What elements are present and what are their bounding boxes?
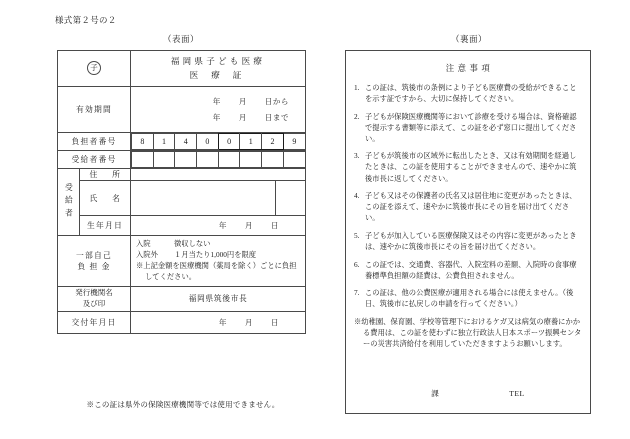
payer-digit-6: 1 — [240, 133, 262, 149]
issue-date-value-cell[interactable] — [131, 311, 306, 333]
address-label: 住 所 — [89, 169, 124, 179]
note-number: 7. — [354, 288, 360, 298]
recipient-number-label-cell — [58, 150, 131, 168]
payer-number-label: 負担者番号 — [71, 136, 117, 146]
payer-digit-1: 8 — [132, 133, 154, 149]
issuer-label-line2: 及び印 — [82, 298, 106, 308]
validity-from — [131, 96, 305, 112]
payer-number-label-cell — [58, 132, 131, 150]
birthdate-value-cell[interactable] — [131, 216, 306, 236]
note-text: 子ども又はその保護者の氏名又は居住地に変更があったときは、この証を添えて、速やかに筑後市長にその旨を届け出てください。 — [365, 191, 577, 223]
copayment-inpatient-value: 徴収しない — [174, 239, 211, 249]
issue-date-day: 日 — [270, 317, 280, 327]
issue-date-label: 交付年月日 — [71, 317, 117, 327]
copayment-inpatient-row — [136, 239, 301, 250]
birthdate-line — [131, 220, 305, 231]
note-text: この証は、筑後市の条例により子ども医療費の受給ができることを示す証ですから、大切に保持してください。 — [365, 83, 577, 104]
list-item — [354, 150, 582, 183]
recipient-number-grid — [131, 151, 305, 168]
certificate-title-line2: 医療証 — [189, 70, 255, 81]
copayment-label-cell — [58, 236, 131, 287]
list-item — [354, 190, 582, 223]
payer-digit-5: 0 — [218, 133, 240, 149]
copayment-value-cell — [131, 236, 306, 287]
certificate-title-cell — [131, 51, 306, 87]
validity-to-year: 年 — [212, 112, 221, 122]
child-mark — [58, 61, 130, 76]
birthdate-year: 年 — [218, 221, 228, 231]
table-row-copayment — [58, 236, 306, 287]
copayment-outpatient-label: 入院外 — [136, 250, 158, 260]
table-row-name — [58, 181, 306, 216]
payer-digit-8: 9 — [283, 133, 305, 149]
payer-digit-7: 2 — [262, 133, 284, 149]
copayment-label-line2: 負 担 金 — [77, 262, 111, 272]
copayment-body — [131, 236, 305, 286]
list-item — [354, 259, 582, 281]
note-number: 5. — [354, 230, 360, 240]
table-row-title — [58, 51, 306, 87]
payer-digit-3: 4 — [175, 133, 197, 149]
validity-from-day: 日から — [264, 96, 290, 106]
certificate-title-line1: 福岡県子ども医療 — [170, 56, 266, 66]
validity-to-day: 日まで — [264, 112, 290, 122]
copayment-label-line1: 一部自己 — [76, 250, 112, 260]
list-item — [354, 287, 582, 309]
certificate-mark-cell — [58, 51, 131, 87]
birthdate-label: 生年月日 — [87, 221, 123, 231]
table-row-issue-date — [58, 311, 306, 333]
validity-from-month: 月 — [238, 96, 247, 106]
recipient-number-value-cell[interactable] — [131, 150, 306, 168]
issuer-label-cell — [58, 286, 131, 311]
recipient-digit-4 — [197, 151, 219, 167]
note-text: この証では、交通費、容器代、入院室料の差額、入院時の食事療養標準負担額の経費は、公費負担されません。 — [365, 259, 577, 280]
front-side-label: （表面） — [162, 34, 199, 44]
list-item — [354, 111, 582, 144]
table-row-birthdate — [58, 216, 306, 236]
recipient-digit-6 — [240, 151, 262, 167]
issue-date-year: 年 — [218, 317, 228, 327]
validity-label-cell — [58, 86, 131, 132]
copayment-inpatient-label: 入院 — [136, 239, 151, 249]
contact-tel: TEL — [509, 389, 525, 398]
notes-box — [345, 50, 591, 414]
validity-to-month: 月 — [238, 112, 247, 122]
circle-child-icon: 子 — [87, 61, 101, 75]
list-item — [354, 230, 582, 252]
birthdate-day: 日 — [270, 221, 280, 231]
validity-value-cell — [131, 86, 306, 132]
address-value-cell[interactable] — [131, 168, 306, 180]
address-label-cell — [80, 168, 131, 180]
recipient-label-cell — [58, 168, 80, 235]
note-text: 子どもが加入している医療保険又はその内容に変更があったときは、速やかに筑後市長にその旨を届け出てください。 — [365, 230, 577, 251]
front-side-panel — [57, 33, 305, 334]
note-text: この証は、他の公費医療が適用される場合には使えません。（後日、筑後市に払戻しの申請を行ってください。） — [365, 288, 574, 309]
table-row-payer-number — [58, 132, 306, 150]
copayment-outpatient-row — [136, 250, 301, 261]
recipient-digit-8 — [283, 151, 305, 167]
validity-label: 有効期間 — [76, 104, 112, 114]
front-footnote: ※この証は県外の保険医療機関等では使用できません。 — [86, 400, 280, 409]
name-value-cell[interactable] — [131, 181, 276, 216]
note-number: 2. — [354, 111, 360, 121]
issue-date-month: 月 — [244, 317, 254, 327]
recipient-digit-5 — [218, 151, 240, 167]
table-row-recipient-number — [58, 150, 306, 168]
copayment-outpatient-value: １月当たり1,000円を限度 — [174, 250, 257, 260]
issuer-value: 福岡県筑後市長 — [188, 294, 248, 304]
note-number: 6. — [354, 259, 360, 269]
list-item — [354, 82, 582, 104]
recipient-label: 受給者 — [64, 182, 74, 222]
issuer-label-line1: 発行機関名 — [75, 288, 113, 298]
recipient-number-label: 受給者番号 — [71, 154, 117, 164]
note-number: 3. — [354, 151, 360, 161]
payer-digit-4: 0 — [197, 133, 219, 149]
issuer-value-cell — [131, 286, 306, 311]
issue-date-label-cell — [58, 311, 131, 333]
table-row-validity — [58, 86, 306, 132]
name-extra-cell[interactable] — [276, 181, 306, 216]
birthdate-month: 月 — [244, 221, 254, 231]
form-number: 様式第２号の２ — [55, 15, 117, 25]
payer-number-value-cell — [131, 132, 306, 150]
note-text: 子どもが保険医療機関等において診療を受ける場合は、資格確認で提示する書類等に添えて、この証を必ず窓口に提出してください。 — [365, 111, 577, 143]
validity-from-year: 年 — [212, 96, 221, 106]
certificate-table — [57, 50, 306, 334]
notes-contact — [346, 388, 590, 399]
contact-department: 課 — [431, 389, 440, 398]
payer-number-grid — [131, 133, 305, 150]
validity-to — [131, 112, 305, 123]
notes-title: 注意事項 — [445, 64, 494, 73]
recipient-digit-2 — [153, 151, 175, 167]
recipient-digit-1 — [132, 151, 154, 167]
note-number: 1. — [354, 83, 360, 92]
name-label-cell — [80, 181, 131, 216]
back-side-panel — [345, 33, 593, 414]
issue-date-line — [131, 317, 305, 328]
notes-paragraph: ※幼稚園、保育園、学校等管理下におけるケガ又は病気の療養にかかる費用は、この証を使わずに独立行政法人日本スポーツ振興センターの災害共済給付を利用していただきますようお願いします。 — [354, 316, 582, 348]
note-number: 4. — [354, 191, 360, 201]
table-row-issuer — [58, 286, 306, 311]
payer-digit-2: 1 — [153, 133, 175, 149]
recipient-digit-7 — [262, 151, 284, 167]
birthdate-label-cell — [80, 216, 131, 236]
copayment-note: ※上記金額を医療機関（薬局を除く）ごとに負担してください。 — [136, 261, 297, 282]
recipient-digit-3 — [175, 151, 197, 167]
back-side-label: （裏面） — [450, 34, 487, 44]
note-text: 子どもが筑後市の区域外に転出したとき、又は有効期間を経過したときは、この証を使用することができませんので、速やかに筑後市長に返してください。 — [365, 151, 577, 183]
notes-list — [354, 82, 582, 309]
name-label: 氏 名 — [89, 193, 124, 203]
table-row-address — [58, 168, 306, 180]
